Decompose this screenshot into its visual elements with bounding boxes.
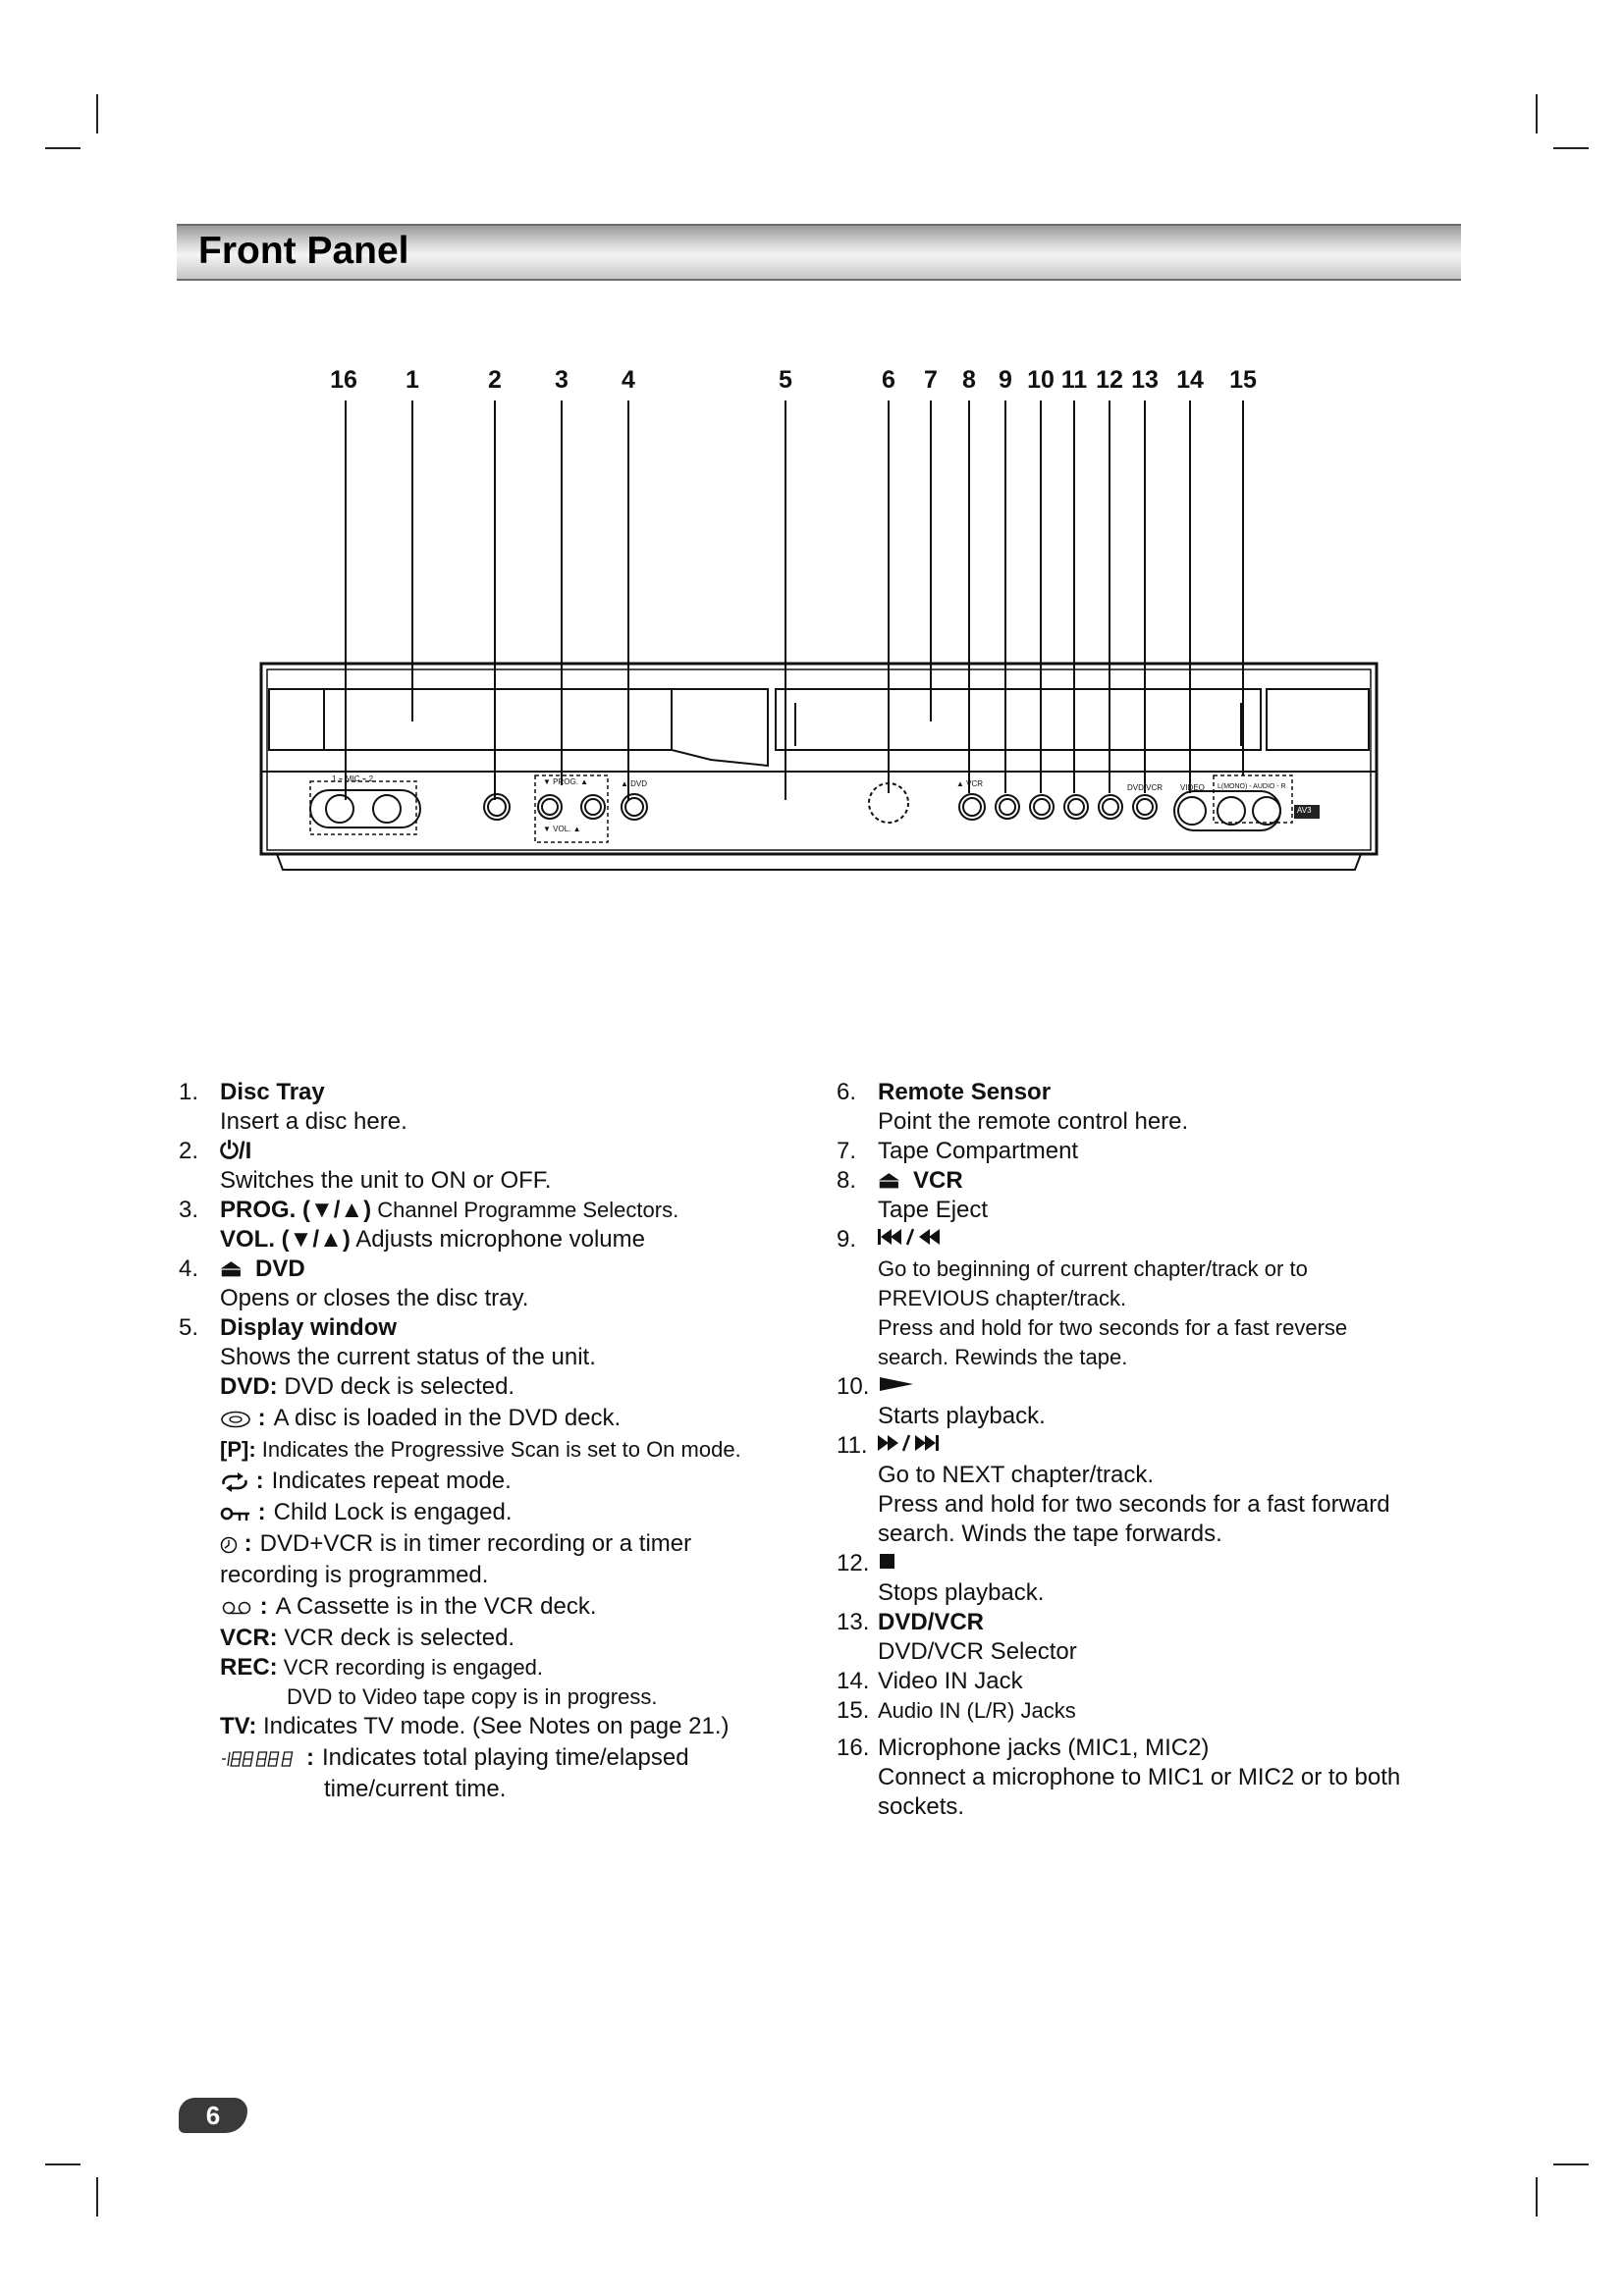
list-item [837, 1608, 1465, 1667]
list-item [837, 1078, 1465, 1137]
fast-forward-skip-next-icon [878, 1431, 1465, 1461]
item-text: Insert a disc here. [220, 1108, 407, 1135]
item-text: Audio IN (L/R) Jacks [878, 1698, 1076, 1723]
item-number: 6. [837, 1079, 857, 1105]
crop-mark [1536, 2177, 1538, 2216]
list-item [179, 1137, 807, 1196]
item-text: sockets. [878, 1793, 965, 1820]
item-number: 16. [837, 1735, 870, 1761]
item-number: 15. [837, 1697, 870, 1724]
list-item [837, 1696, 1465, 1726]
item-number: 12. [837, 1550, 870, 1576]
item-title: DVD/VCR [878, 1609, 985, 1635]
eject-icon: ⏏ [220, 1255, 243, 1282]
callout-7: 7 [924, 366, 938, 394]
display-text: DVD to Video tape copy is in progress. [287, 1684, 658, 1709]
front-panel-drawing [0, 0, 1624, 982]
item-number: 14. [837, 1668, 870, 1694]
item-text: Press and hold for two seconds for a fast reverse [878, 1315, 1348, 1340]
list-item [837, 1137, 1465, 1166]
item-number: 4. [179, 1255, 199, 1282]
list-item [837, 1431, 1465, 1549]
callout-11: 11 [1060, 366, 1088, 394]
front-panel-diagram [0, 0, 1624, 982]
item-title: Display window [220, 1314, 398, 1341]
item-text: Channel Programme Selectors. [371, 1198, 679, 1222]
callout-4: 4 [622, 366, 635, 394]
callout-1: 1 [406, 366, 419, 394]
callout-2: 2 [488, 366, 502, 394]
display-label: DVD: [220, 1373, 278, 1400]
item-text: Starts playback. [878, 1403, 1046, 1429]
display-label: TV: [220, 1713, 257, 1739]
item-number: 3. [179, 1197, 199, 1223]
callout-8: 8 [962, 366, 976, 394]
item-text: Tape Compartment [878, 1138, 1079, 1164]
disc-icon: : [220, 1404, 266, 1433]
display-text: DVD deck is selected. [277, 1373, 515, 1400]
display-text: Indicates the Progressive Scan is set to On mode. [255, 1437, 741, 1462]
item-number: 11. [837, 1432, 868, 1459]
display-text: VCR deck is selected. [277, 1625, 515, 1651]
eject-icon: ⏏ [878, 1167, 900, 1194]
repeat-icon: : [220, 1467, 264, 1496]
item-text: Connect a microphone to MIC1 or MIC2 or to both [878, 1764, 1401, 1790]
item-number: 9. [837, 1226, 857, 1253]
play-icon [878, 1372, 1465, 1402]
item-title: Disc Tray [220, 1079, 325, 1105]
panel-label-audio: L(MONO) - AUDIO - R [1218, 783, 1286, 790]
display-label: REC: [220, 1654, 278, 1681]
display-text: Indicates repeat mode. [271, 1468, 512, 1494]
list-item [179, 1078, 807, 1137]
display-text: Child Lock is engaged. [273, 1499, 513, 1525]
display-label: [P]: [220, 1437, 256, 1462]
list-item [179, 1196, 807, 1255]
item-number: 8. [837, 1167, 857, 1194]
callout-3: 3 [555, 366, 568, 394]
list-item [179, 1313, 807, 1804]
callout-13: 13 [1131, 366, 1159, 394]
item-text: Shows the current status of the unit. [220, 1344, 596, 1370]
item-title: VOL. (▼/▲) [220, 1226, 351, 1253]
panel-label-vcr-eject: ▲ VCR [956, 779, 984, 788]
left-description-column [179, 1078, 807, 1804]
display-text: A disc is loaded in the DVD deck. [273, 1405, 622, 1431]
panel-label-mic: 1 ⌁ MIC ⌁ 2 [332, 774, 374, 783]
item-text: Video IN Jack [878, 1668, 1023, 1694]
crop-mark [1553, 2163, 1589, 2165]
display-label: VCR: [220, 1625, 278, 1651]
callout-5: 5 [779, 366, 792, 394]
item-text: Switches the unit to ON or OFF. [220, 1167, 552, 1194]
child-lock-icon: : [220, 1498, 266, 1527]
right-description-column [837, 1078, 1465, 1822]
list-item [837, 1225, 1465, 1372]
item-title: ⏻/I [220, 1138, 252, 1164]
callout-15: 15 [1229, 366, 1257, 394]
panel-label-video: VIDEO [1180, 783, 1205, 792]
callout-6: 6 [882, 366, 895, 394]
skip-previous-rewind-icon [878, 1225, 1465, 1255]
item-text: Adjusts microphone volume [350, 1226, 645, 1253]
list-item [837, 1372, 1465, 1431]
item-text: DVD/VCR Selector [878, 1638, 1077, 1665]
display-text: DVD+VCR is in timer recording or a timer [259, 1530, 692, 1557]
item-number: 7. [837, 1138, 857, 1164]
panel-label-dvd-vcr: DVD/VCR [1127, 783, 1164, 792]
list-item [179, 1255, 807, 1313]
item-number: 10. [837, 1373, 870, 1400]
panel-label-vol: ▼ VOL. ▲ [543, 825, 581, 833]
item-number: 2. [179, 1138, 199, 1164]
callout-10: 10 [1027, 366, 1055, 394]
item-title: PROG. (▼/▲) [220, 1197, 372, 1223]
panel-label-dvd-eject: ▲ DVD [621, 779, 648, 788]
item-text: search. Winds the tape forwards. [878, 1521, 1222, 1547]
callout-9: 9 [999, 366, 1012, 394]
callout-12: 12 [1096, 366, 1123, 394]
cassette-icon: : [220, 1592, 268, 1622]
panel-label-av: AV3 [1297, 806, 1312, 815]
item-number: 1. [179, 1079, 199, 1105]
item-title: VCR [913, 1167, 963, 1194]
item-text: PREVIOUS chapter/track. [878, 1286, 1127, 1310]
list-item [837, 1667, 1465, 1696]
list-item [837, 1734, 1465, 1822]
display-text: recording is programmed. [220, 1562, 489, 1588]
stop-icon [878, 1549, 1465, 1578]
time-digits-icon: : [220, 1743, 314, 1773]
item-text: Point the remote control here. [878, 1108, 1189, 1135]
list-item [837, 1166, 1465, 1225]
item-number: 5. [179, 1314, 199, 1341]
item-text: Tape Eject [878, 1197, 989, 1223]
panel-label-prog: ▼ PROG. ▲ [543, 777, 589, 786]
item-text: Microphone jacks (MIC1, MIC2) [878, 1735, 1210, 1761]
callout-16: 16 [330, 366, 357, 394]
crop-mark [45, 2163, 81, 2165]
item-text: Go to NEXT chapter/track. [878, 1462, 1155, 1488]
timer-clock-icon: : [220, 1529, 252, 1559]
display-text: A Cassette is in the VCR deck. [275, 1593, 597, 1620]
item-text: Go to beginning of current chapter/track or to [878, 1256, 1308, 1281]
display-text: Indicates total playing time/elapsed [322, 1744, 689, 1771]
item-text: search. Rewinds the tape. [878, 1345, 1128, 1369]
display-text: VCR recording is engaged. [277, 1655, 543, 1680]
page-number: 6 [179, 2098, 247, 2133]
display-text: time/current time. [324, 1776, 507, 1802]
item-title: DVD [255, 1255, 305, 1282]
display-text: Indicates TV mode. (See Notes on page 21.) [256, 1713, 730, 1739]
item-text: Stops playback. [878, 1579, 1045, 1606]
item-text: Opens or closes the disc tray. [220, 1285, 529, 1311]
item-text: Press and hold for two seconds for a fast forward [878, 1491, 1390, 1518]
list-item [837, 1549, 1465, 1608]
item-number: 13. [837, 1609, 870, 1635]
item-title: Remote Sensor [878, 1079, 1052, 1105]
section-title: Front Panel [198, 230, 409, 272]
callout-14: 14 [1176, 366, 1204, 394]
crop-mark [96, 2177, 98, 2216]
